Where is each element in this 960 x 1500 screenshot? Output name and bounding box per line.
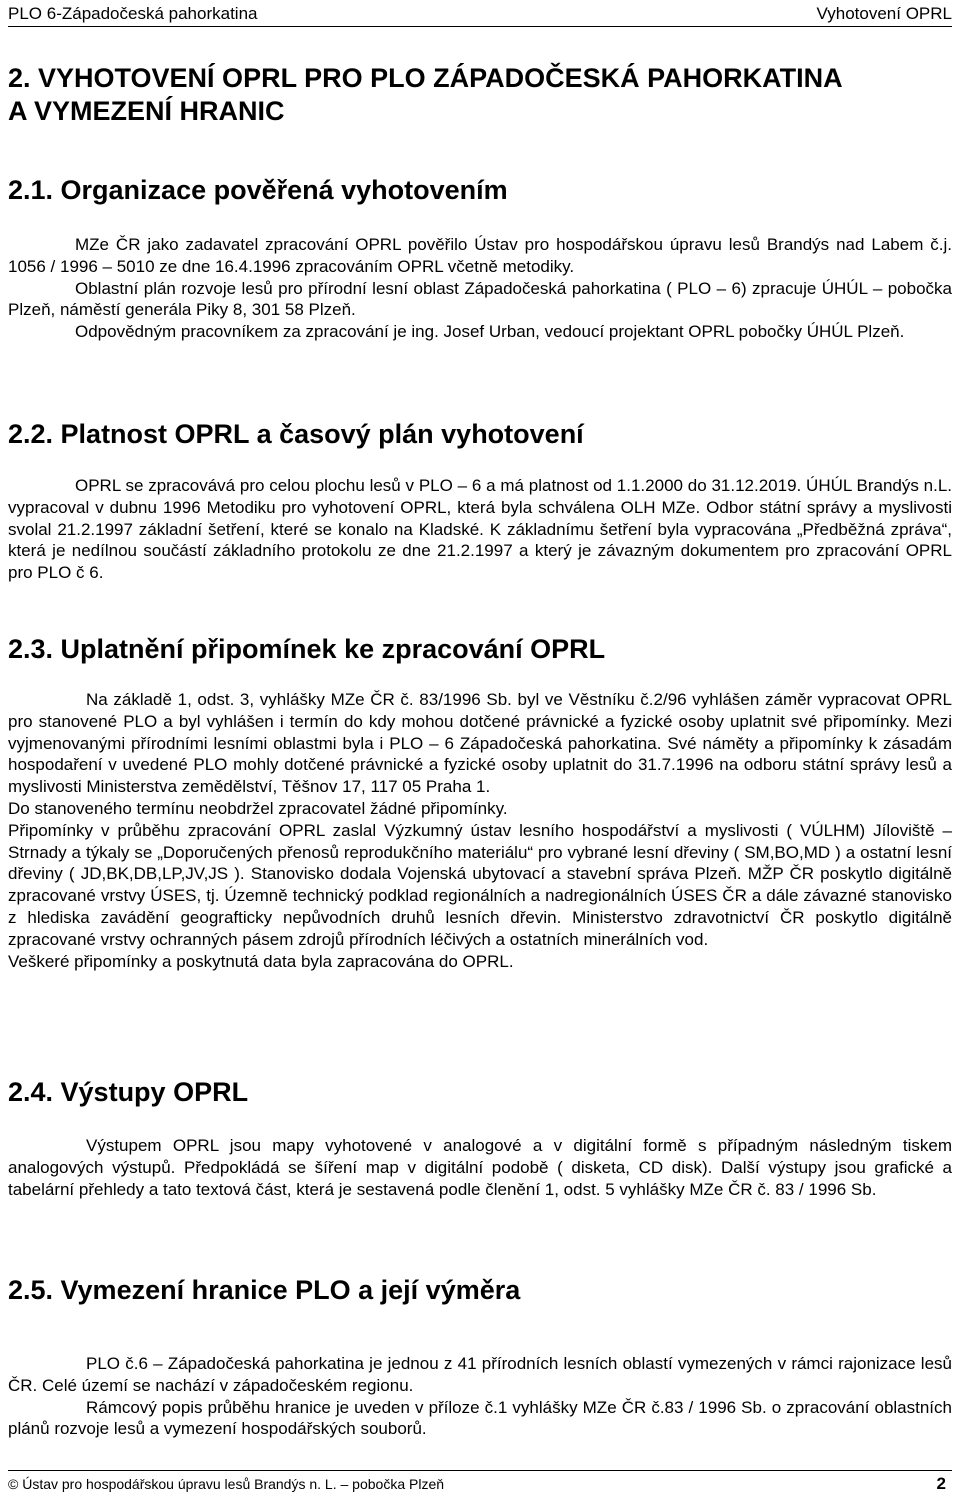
section-heading-2-3: 2.3. Uplatnění připomínek ke zpracování OPRL	[8, 634, 606, 664]
section-heading-2-4: 2.4. Výstupy OPRL	[8, 1077, 249, 1107]
page-number: 2	[936, 1474, 946, 1493]
chapter-title	[8, 62, 952, 128]
paragraph: Veškeré připomínky a poskytnutá data byla zapracována do OPRL.	[8, 951, 514, 971]
paragraph: Připomínky v průběhu zpracování OPRL zaslal Výzkumný ústav lesního hospodářství a myslivosti ( VÚLHM) Jíloviště –Strnady a týkaly se „Doporučených přenosů reprodukčního materiálu“ pro vybrané lesní dřeviny ( SM,BO,MD ) a ostatní lesní dřeviny ( JD,BK,DB,LP,JV,JS ). Stanovisko dodala Vojenská ubytovací a stavební správa Plzeň. MŽP ČR poskytlo digitálně zpracované vrstvy ÚSES, tj. Územně technický podklad regionálních a nadregionálních ÚSES ČR a dále závazné stanovisko z hlediska zavádění geografticky nepůvodních druhů lesních dřevin. Ministerstvo zdravotnictví ČR poskytlo digitálně zpracované vrstvy ochranných pásem zdrojů přírodních léčivých a ostatních minerálních vod.	[8, 820, 952, 949]
chapter-title-line2: A VYMEZENÍ HRANIC	[8, 96, 285, 126]
paragraph: OPRL se zpracovává pro celou plochu lesů v PLO – 6 a má platnost od 1.1.2000 do 31.12.2019. ÚHÚL Brandýs n.L. vypracoval v dubnu 1996 Metodiku pro vyhotovení OPRL, která byla schválena OLH MZe. Odbor státní správy a myslivosti svolal 21.2.1997 základní šetření, které se konalo na Kladské. K základnímu šetření byla vypracována „Předběžná zpráva“, která je nedílnou součástí základního protokolu ze dne 21.2.1997 a který je závazným dokumentem pro zpracování OPRL pro PLO č 6.	[8, 476, 952, 583]
section-heading-2-2: 2.2. Platnost OPRL a časový plán vyhotovení	[8, 419, 584, 449]
footer-copyright: © Ústav pro hospodářskou úpravu lesů Brandýs n. L. – pobočka Plzeň	[8, 1476, 445, 1492]
page-header	[8, 0, 952, 27]
section-body-2-4	[8, 1135, 952, 1200]
chapter-title-line1: 2. VYHOTOVENÍ OPRL PRO PLO ZÁPADOČESKÁ PAHORKATINA	[8, 63, 843, 93]
paragraph: MZe ČR jako zadavatel zpracování OPRL pověřilo Ústav pro hospodářskou úpravu lesů Brandýs nad Labem č.j. 1056 / 1996 – 5010 ze dne 16.4.1996 zpracováním OPRL včetně metodiky.	[8, 235, 952, 276]
section-heading-2-1: 2.1. Organizace pověřená vyhotovením	[8, 175, 508, 205]
paragraph: Oblastní plán rozvoje lesů pro přírodní lesní oblast Západočeská pahorkatina ( PLO – 6) zpracuje ÚHÚL – pobočka Plzeň, náměstí generála Piky 8, 301 58 Plzeň.	[8, 278, 952, 320]
paragraph: Rámcový popis průběhu hranice je uveden v příloze č.1 vyhlášky MZe ČR č.83 / 1996 Sb. o zpracování oblastních plánů rozvoje lesů a vymezení hospodářských souborů.	[8, 1397, 952, 1439]
paragraph: Odpovědným pracovníkem za zpracování je ing. Josef Urban, vedoucí projektant OPRL pobočky ÚHÚL Plzeň.	[75, 322, 905, 342]
section-heading-2-5: 2.5. Vymezení hranice PLO a její výměra	[8, 1275, 521, 1305]
paragraph: PLO č.6 – Západočeská pahorkatina je jednou z 41 přírodních lesních oblastí vymezených v rámci rajonizace lesů ČR. Celé území se nachází v západočeském regionu.	[8, 1354, 952, 1395]
section-body-2-5	[8, 1353, 952, 1440]
header-left-text: PLO 6-Západočeská pahorkatina	[8, 4, 258, 23]
page-footer	[8, 1470, 952, 1497]
paragraph: Do stanoveného termínu neobdržel zpracovatel žádné připomínky.	[8, 798, 508, 818]
section-body-2-2	[8, 475, 952, 584]
paragraph: Výstupem OPRL jsou mapy vyhotovené v analogové a v digitální formě s případným následným tiskem analogových výstupů. Předpokládá se šíření map v digitální podobě ( disketa, CD disk). Další výstupy jsou grafické a tabelární přehledy a tato textová část, která je sestavená podle členění 1, odst. 5 vyhlášky MZe ČR č. 83 / 1996 Sb.	[8, 1136, 952, 1199]
paragraph: Na základě 1, odst. 3, vyhlášky MZe ČR č. 83/1996 Sb. byl ve Věstníku č.2/96 vyhlášen záměr vypracovat OPRL pro stanovené PLO a byl vyhlášen i termín do kdy mohou dotčené právnické a fyzické osoby uplatnit své připomínky. Mezi vyjmenovanými přírodními lesními oblastmi byla i PLO – 6 Západočeská pahorkatina. Své náměty a připomínky k zásadám hospodaření v uvedené PLO mohly dotčené právnické a fyzické osoby uplatnit do 31.7.1996 na odboru státní správy lesů a myslivosti Ministerstva zemědělství, Těšnov 17, 117 05 Praha 1.	[8, 690, 952, 797]
header-right-text: Vyhotovení OPRL	[816, 4, 952, 23]
section-body-2-1	[8, 234, 952, 343]
section-body-2-3	[8, 689, 952, 972]
